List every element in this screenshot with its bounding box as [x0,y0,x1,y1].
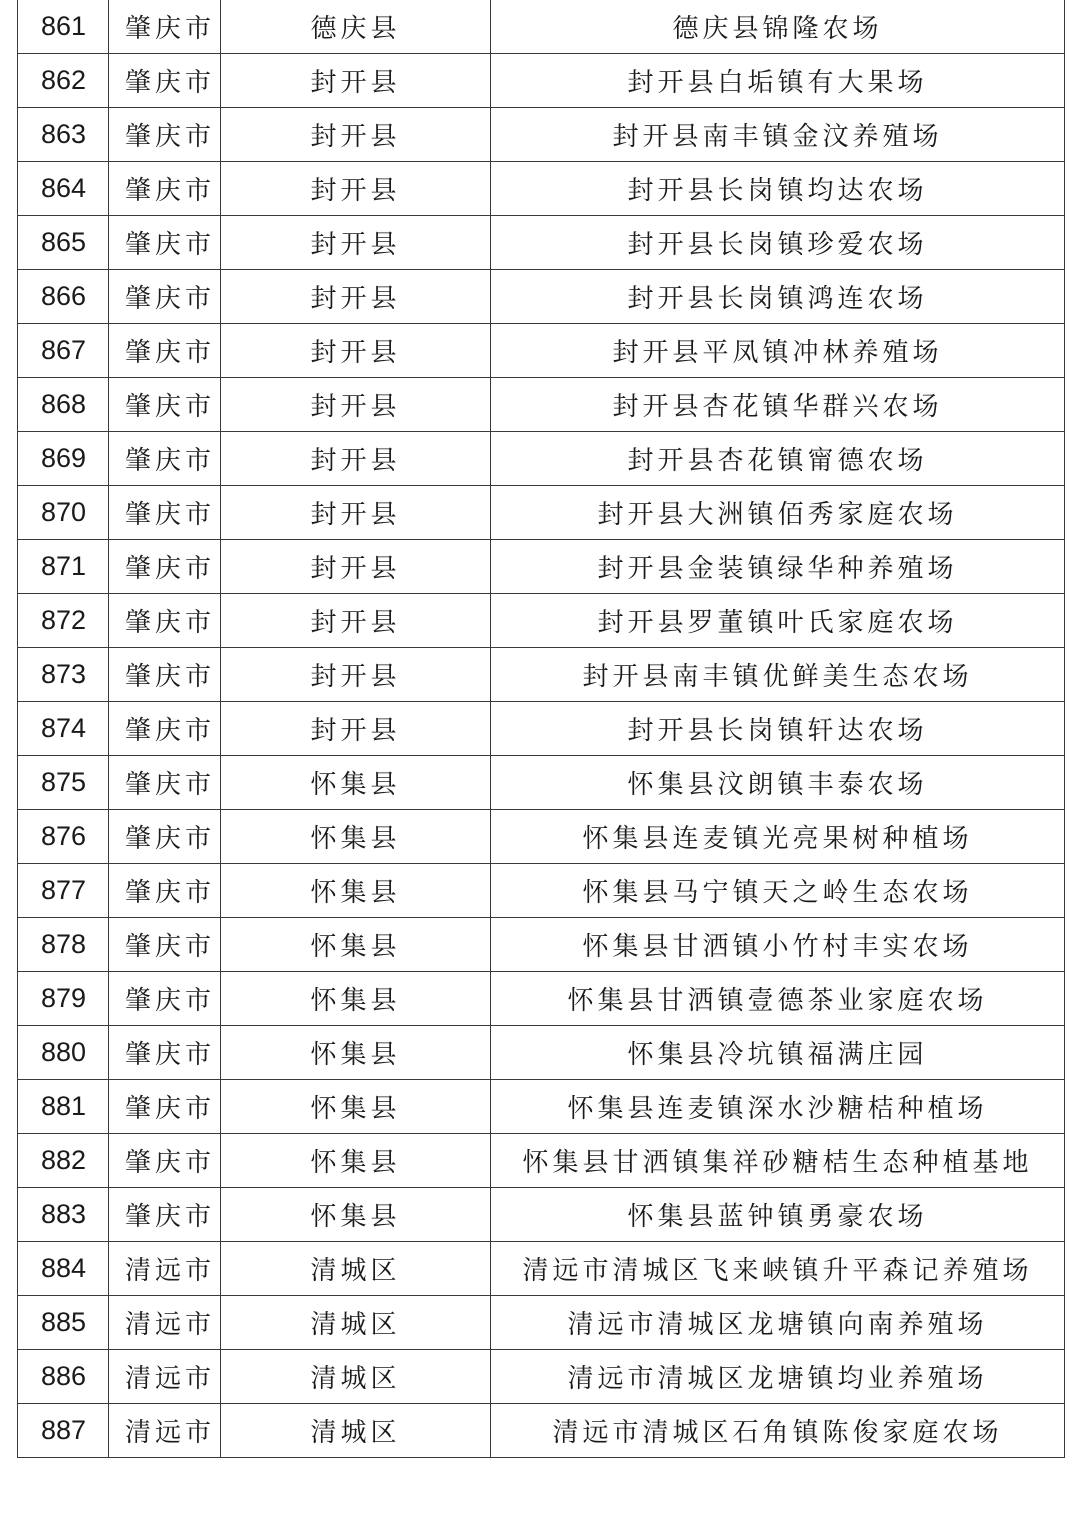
row-number-cell: 866 [18,270,109,324]
table-row [18,1080,1065,1134]
row-number-cell: 867 [18,324,109,378]
table-row [18,0,1065,54]
city-cell: 清远市 [109,1242,221,1296]
table-row [18,594,1065,648]
county-cell: 封开县 [221,108,491,162]
row-number-cell: 880 [18,1026,109,1080]
farm-name-cell: 封开县长岗镇均达农场 [491,162,1065,216]
farm-name-cell: 封开县南丰镇优鲜美生态农场 [491,648,1065,702]
row-number-cell: 863 [18,108,109,162]
city-cell: 肇庆市 [109,162,221,216]
farm-name-cell: 怀集县甘洒镇小竹村丰实农场 [491,918,1065,972]
row-number-cell: 879 [18,972,109,1026]
county-cell: 怀集县 [221,810,491,864]
city-cell: 清远市 [109,1296,221,1350]
table-row [18,648,1065,702]
table-row [18,432,1065,486]
city-cell: 肇庆市 [109,1026,221,1080]
city-cell: 肇庆市 [109,432,221,486]
farm-name-cell: 封开县大洲镇佰秀家庭农场 [491,486,1065,540]
table-row [18,810,1065,864]
county-cell: 怀集县 [221,1080,491,1134]
row-number-cell: 884 [18,1242,109,1296]
row-number-cell: 877 [18,864,109,918]
farm-name-cell: 封开县杏花镇甯德农场 [491,432,1065,486]
county-cell: 封开县 [221,324,491,378]
farm-name-cell: 封开县罗董镇叶氏家庭农场 [491,594,1065,648]
city-cell: 肇庆市 [109,1188,221,1242]
county-cell: 清城区 [221,1242,491,1296]
row-number-cell: 870 [18,486,109,540]
farm-name-cell: 封开县长岗镇轩达农场 [491,702,1065,756]
county-cell: 怀集县 [221,918,491,972]
county-cell: 封开县 [221,648,491,702]
farm-name-cell: 封开县杏花镇华群兴农场 [491,378,1065,432]
county-cell: 怀集县 [221,1134,491,1188]
table-row [18,1134,1065,1188]
county-cell: 清城区 [221,1296,491,1350]
row-number-cell: 876 [18,810,109,864]
row-number-cell: 881 [18,1080,109,1134]
table-row [18,108,1065,162]
row-number-cell: 874 [18,702,109,756]
city-cell: 肇庆市 [109,486,221,540]
county-cell: 封开县 [221,594,491,648]
farm-name-cell: 清远市清城区飞来峡镇升平森记养殖场 [491,1242,1065,1296]
farm-name-cell: 封开县白垢镇有大果场 [491,54,1065,108]
row-number-cell: 864 [18,162,109,216]
farm-name-cell: 怀集县甘洒镇集祥砂糖桔生态种植基地 [491,1134,1065,1188]
city-cell: 肇庆市 [109,756,221,810]
farm-name-cell: 怀集县汶朗镇丰泰农场 [491,756,1065,810]
farm-name-cell: 怀集县马宁镇天之岭生态农场 [491,864,1065,918]
row-number-cell: 887 [18,1404,109,1458]
city-cell: 肇庆市 [109,270,221,324]
farm-name-cell: 怀集县甘洒镇壹德茶业家庭农场 [491,972,1065,1026]
farm-name-cell: 怀集县蓝钟镇勇豪农场 [491,1188,1065,1242]
farm-name-cell: 清远市清城区石角镇陈俊家庭农场 [491,1404,1065,1458]
farm-name-cell: 怀集县冷坑镇福满庄园 [491,1026,1065,1080]
table-row [18,1242,1065,1296]
county-cell: 封开县 [221,432,491,486]
table-row [18,1296,1065,1350]
table-row [18,918,1065,972]
row-number-cell: 862 [18,54,109,108]
city-cell: 肇庆市 [109,378,221,432]
row-number-cell: 882 [18,1134,109,1188]
county-cell: 怀集县 [221,1188,491,1242]
county-cell: 封开县 [221,270,491,324]
county-cell: 封开县 [221,378,491,432]
farm-list-sheet [17,0,1064,1458]
farm-name-cell: 德庆县锦隆农场 [491,0,1065,54]
farm-name-cell: 封开县长岗镇珍爱农场 [491,216,1065,270]
farm-name-cell: 清远市清城区龙塘镇向南养殖场 [491,1296,1065,1350]
city-cell: 肇庆市 [109,108,221,162]
table-row [18,1026,1065,1080]
table-row [18,702,1065,756]
farm-name-cell: 封开县金装镇绿华种养殖场 [491,540,1065,594]
city-cell: 肇庆市 [109,864,221,918]
county-cell: 怀集县 [221,864,491,918]
table-row [18,756,1065,810]
row-number-cell: 872 [18,594,109,648]
table-row [18,1188,1065,1242]
table-body [18,0,1065,1458]
city-cell: 肇庆市 [109,972,221,1026]
table-row [18,486,1065,540]
city-cell: 肇庆市 [109,648,221,702]
row-number-cell: 886 [18,1350,109,1404]
city-cell: 肇庆市 [109,594,221,648]
city-cell: 肇庆市 [109,702,221,756]
row-number-cell: 885 [18,1296,109,1350]
county-cell: 怀集县 [221,1026,491,1080]
table-row [18,972,1065,1026]
table-row [18,864,1065,918]
farm-name-cell: 清远市清城区龙塘镇均业养殖场 [491,1350,1065,1404]
row-number-cell: 878 [18,918,109,972]
farm-name-cell: 封开县长岗镇鸿连农场 [491,270,1065,324]
county-cell: 封开县 [221,702,491,756]
county-cell: 封开县 [221,162,491,216]
table-row [18,54,1065,108]
city-cell: 肇庆市 [109,324,221,378]
farm-list-table [17,0,1065,1458]
table-row [18,540,1065,594]
table-row [18,1404,1065,1458]
table-row [18,216,1065,270]
city-cell: 肇庆市 [109,216,221,270]
table-row [18,162,1065,216]
county-cell: 怀集县 [221,972,491,1026]
city-cell: 肇庆市 [109,54,221,108]
county-cell: 清城区 [221,1404,491,1458]
farm-name-cell: 封开县平凤镇冲林养殖场 [491,324,1065,378]
row-number-cell: 869 [18,432,109,486]
row-number-cell: 861 [18,0,109,54]
row-number-cell: 883 [18,1188,109,1242]
city-cell: 清远市 [109,1404,221,1458]
city-cell: 肇庆市 [109,918,221,972]
city-cell: 肇庆市 [109,1134,221,1188]
row-number-cell: 875 [18,756,109,810]
row-number-cell: 865 [18,216,109,270]
city-cell: 肇庆市 [109,1080,221,1134]
farm-name-cell: 怀集县连麦镇光亮果树种植场 [491,810,1065,864]
row-number-cell: 868 [18,378,109,432]
county-cell: 封开县 [221,216,491,270]
county-cell: 封开县 [221,540,491,594]
county-cell: 封开县 [221,486,491,540]
city-cell: 肇庆市 [109,0,221,54]
table-row [18,324,1065,378]
county-cell: 德庆县 [221,0,491,54]
county-cell: 清城区 [221,1350,491,1404]
table-row [18,270,1065,324]
table-row [18,1350,1065,1404]
county-cell: 封开县 [221,54,491,108]
farm-name-cell: 怀集县连麦镇深水沙糖桔种植场 [491,1080,1065,1134]
row-number-cell: 873 [18,648,109,702]
county-cell: 怀集县 [221,756,491,810]
city-cell: 肇庆市 [109,810,221,864]
city-cell: 肇庆市 [109,540,221,594]
row-number-cell: 871 [18,540,109,594]
farm-name-cell: 封开县南丰镇金汶养殖场 [491,108,1065,162]
city-cell: 清远市 [109,1350,221,1404]
table-row [18,378,1065,432]
